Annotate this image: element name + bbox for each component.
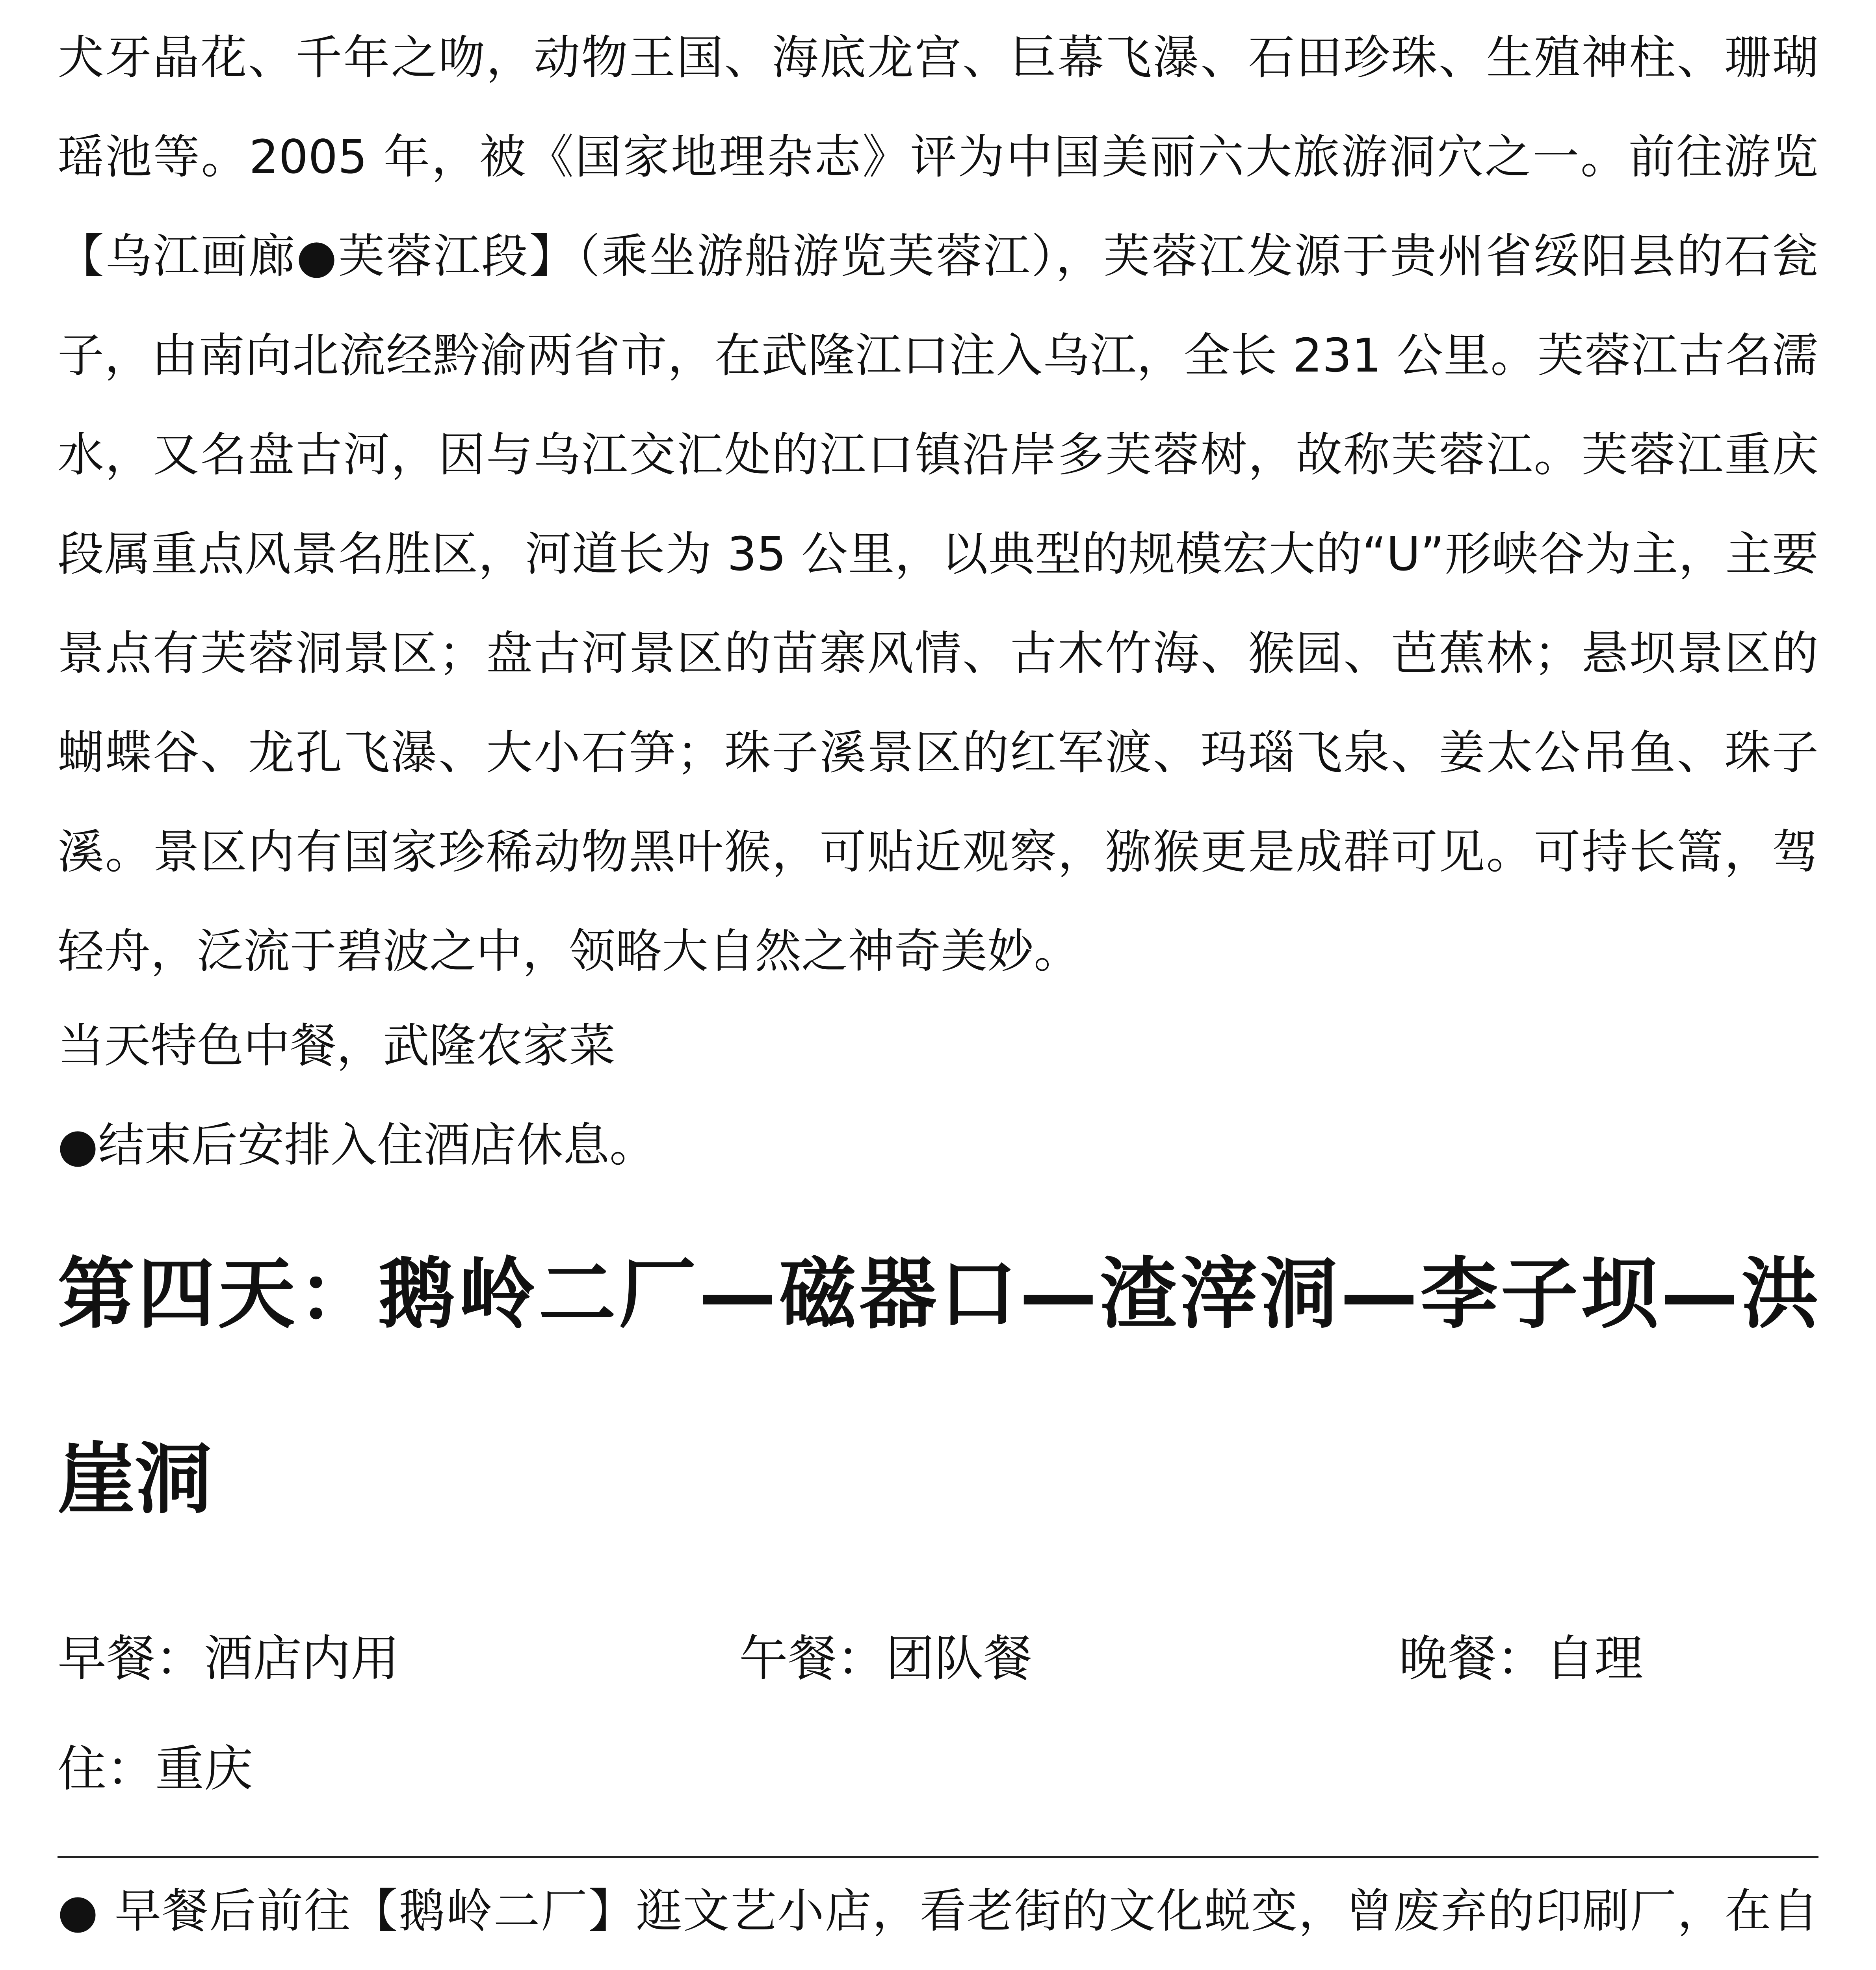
- lunch-info: 午餐：团队餐: [739, 1630, 1033, 1687]
- day4-title: 第四天：鹅岭二厂—磁器口—渣滓洞—李子坝—洪崖洞: [58, 1249, 1818, 1524]
- breakfast-info: 早餐：酒店内用: [58, 1630, 400, 1687]
- document-content: [58, 8, 1818, 1970]
- dinner-info: 晚餐：自理: [1399, 1630, 1644, 1687]
- day4-stay: 住：重庆: [58, 1741, 253, 1797]
- intro-paragraph: 犬牙晶花、千年之吻，动物王国、海底龙宫、巨幕飞瀑、石田珍珠、生殖神柱、珊瑚瑶池等。2005 年，被《国家地理杂志》评为中国美丽六大旅游洞穴之一。前往游览【乌江画廊●芙蓉江段】（乘坐游船游览芙蓉江），芙蓉江发源于贵州省绥阳县的石瓮子，由南向北流经黔渝两省市，在武隆江口注入乌江，全长 231 公里。芙蓉江古名濡水，又名盘古河，因与乌江交汇处的江口镇沿岸多芙蓉树，故称芙蓉江。芙蓉江重庆段属重点风景名胜区，河道长为 35 公里，以典型的规模宏大的“U”形峡谷为主，主要景点有芙蓉洞景区；盘古河景区的苗寨风情、古木竹海、猴园、芭蕉林；悬坝景区的蝴蝶谷、龙孔飞瀑、大小石笋；珠子溪景区的红军渡、玛瑙飞泉、姜太公吊鱼、珠子溪。景区内有国家珍稀动物黑叶猴，可贴近观察，猕猴更是成群可见。可持长篙，驾轻舟，泛流于碧波之中，领略大自然之神奇美妙。: [58, 30, 1818, 978]
- day4-paragraph-1: ● 早餐后前往【鹅岭二厂】逛文艺小店，看老街的文化蜕变，曾废弃的印刷厂，在自: [58, 1884, 1818, 1938]
- day4-body: [58, 1861, 1818, 1970]
- day4-meals: [58, 1572, 1818, 1702]
- hotel-note: ●结束后安排入住酒店休息。: [58, 1118, 656, 1172]
- lunch-note: 当天特色中餐，武隆农家菜: [58, 1018, 616, 1073]
- section-divider: [58, 1856, 1818, 1858]
